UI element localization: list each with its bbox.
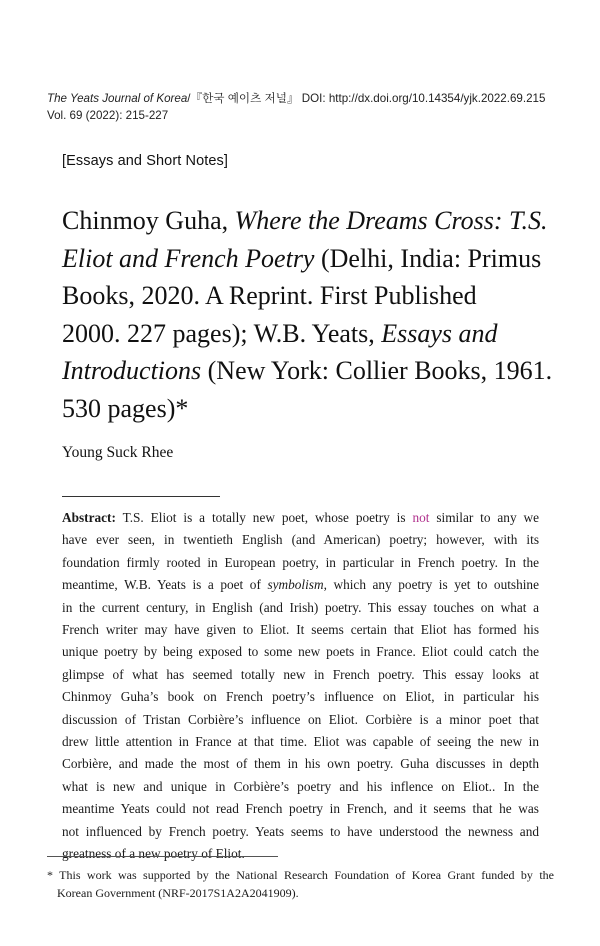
title-line: 530 pages)* — [62, 393, 189, 423]
highlighted-word: not — [412, 510, 430, 525]
abstract-line: French writer may have given to Eliot. It seems certain that Eliot has formed his — [62, 622, 539, 638]
footnote — [47, 866, 554, 902]
author-name: Young Suck Rhee — [62, 444, 174, 461]
volume-line: Vol. 69 (2022): 215-227 — [47, 109, 169, 122]
title-line: Eliot and French Poetry (Delhi, India: Primus — [62, 243, 542, 273]
title-line: Chinmoy Guha, Where the Dreams Cross: T.S. — [62, 206, 548, 235]
abstract-line: foundation firmly rooted in European poetry, in particular in French poetry. In the — [62, 554, 539, 570]
abstract-line: drew little attention in France at that time. Eliot was capable of seeing the new in — [62, 734, 539, 750]
footnote-line: * This work was supported by the National Research Foundation of Korea Grant funded by the — [47, 868, 554, 882]
abstract-line: Chinmoy Guha’s book on French poetry’s influence on Eliot, in particular his — [62, 689, 539, 705]
running-header — [47, 90, 545, 124]
abstract-line: what is new and unique in Corbière’s poetry and his inflence on Eliot.. In the — [62, 778, 539, 794]
abstract-line: Corbière, and made the most of them in his own poetry. Guha discusses in depth — [62, 756, 539, 772]
journal-korean-name: /『한국 예이츠 저널』 — [187, 92, 299, 105]
abstract-line: unique poetry by being exposed to some new poets in France. Eliot could catch the — [62, 644, 539, 660]
abstract-line: meantime Yeats could not read French poetry in French, and it seems that he was — [62, 801, 539, 817]
abstract-line: in the current century, in English (and Irish) poetry. This essay touches on what a — [62, 599, 539, 615]
header-line-1 — [47, 90, 545, 107]
abstract-line: meantime, W.B. Yeats is a poet of symbolism, which any poetry is yet to outshine — [62, 577, 539, 593]
article-title — [62, 202, 562, 427]
abstract-line: have ever seen, in twentieth English (and American) poetry; however, with its — [62, 532, 539, 548]
journal-name: The Yeats Journal of Korea — [47, 92, 188, 105]
footnote-line: Korean Government (NRF-2017S1A2A2041909). — [57, 886, 299, 900]
abstract-line: discussion of Tristan Corbière’s influence on Eliot. Corbière is a minor poet that — [62, 711, 539, 727]
title-line: Introductions (New York: Collier Books, 1961. — [62, 356, 553, 385]
section-label: [Essays and Short Notes] — [62, 153, 229, 169]
title-line: Books, 2020. A Reprint. First Published — [62, 281, 477, 310]
abstract-line: Abstract: T.S. Eliot is a totally new poet, whose poetry is not similar to any we — [62, 510, 539, 525]
footnote-divider — [47, 856, 278, 857]
doi-link[interactable]: DOI: http://dx.doi.org/10.14354/yjk.2022.69.215 — [301, 92, 546, 105]
abstract-line: not influenced by French poetry. Yeats seems to have understood the newness and — [62, 823, 539, 839]
abstract-line: greatness of a new poetry of Eliot. — [62, 846, 245, 862]
divider — [62, 496, 220, 497]
abstract-label: Abstract: — [62, 510, 116, 525]
title-line: 2000. 227 pages); W.B. Yeats, Essays and — [62, 318, 498, 348]
abstract-line: glimpse of what has seemed totally new in French poetry. This essay looks at — [62, 666, 539, 682]
abstract — [62, 507, 539, 866]
